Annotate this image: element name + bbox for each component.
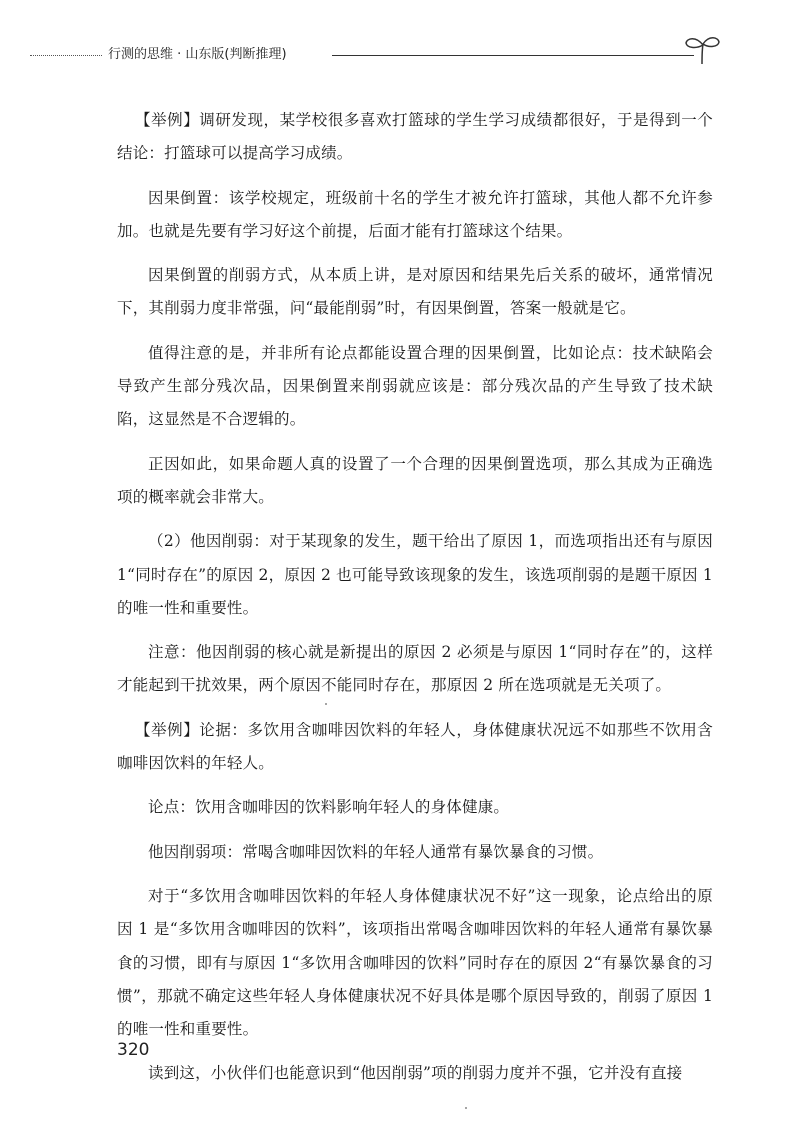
paragraph-note-reasonable: 值得注意的是，并非所有论点都能设置合理的因果倒置，比如论点：技术缺陷会导致产生部分残次品，因果倒置来削弱就应该是：部分残次品的产生导致了技术缺陷，这显然是不合逻辑的。 xyxy=(117,343,713,429)
header-dotted-rule xyxy=(30,55,102,56)
paragraph-weakening-option: 他因削弱项：常喝含咖啡因饮料的年轻人通常有暴饮暴食的习惯。 xyxy=(148,842,604,861)
paragraph-conclusion: 读到这，小伙伴们也能意识到“他因削弱”项的削弱力度并不强，它并没有直接 xyxy=(148,1064,683,1083)
scan-speck xyxy=(325,703,327,705)
page-body xyxy=(117,104,713,1102)
paragraph-example-caffeine: 【举例】论据：多饮用含咖啡因饮料的年轻人，身体健康状况远不如那些不饮用含咖啡因饮料的年轻人。 xyxy=(117,720,713,773)
paragraph-causal-reversal-method: 因果倒置的削弱方式，从本质上讲，是对原因和结果先后关系的破坏，通常情况下，其削弱力度非常强，问“最能削弱”时，有因果倒置，答案一般就是它。 xyxy=(117,266,713,318)
paragraph-other-cause: （2）他因削弱：对于某现象的发生，题干给出了原因 1，而选项指出还有与原因 1“同时存在”的原因 2，原因 2 也可能导致该现象的发生，该选项削弱的是题干原因 1 的唯一性和重要性。 xyxy=(117,532,713,617)
scan-speck xyxy=(465,1107,467,1109)
paragraph-causal-reversal-example: 因果倒置：该学校规定，班级前十名的学生才被允许打篮球，其他人都不允许参加。也就是先要有学习好这个前提，后面才能有打篮球这个结果。 xyxy=(117,188,713,240)
sprout-icon xyxy=(682,32,722,66)
paragraph-attention: 注意：他因削弱的核心就是新提出的原因 2 必须是与原因 1“同时存在”的，这样才能起到干扰效果，两个原因不能同时存在，那原因 2 所在选项就是无关项了。 xyxy=(117,643,713,695)
paragraph-analysis: 对于“多饮用含咖啡因饮料的年轻人身体健康状况不好”这一现象，论点给出的原因 1 是“多饮用含咖啡因的饮料”，该项指出常喝含咖啡因饮料的年轻人通常有暴饮暴食的习惯，即有与原因 1“多饮用含咖啡因的饮料”同时存在的原因 2“有暴饮暴食的习惯”，那就不确定这些年轻人身体健康状况不好具体是哪个原因导致的，削弱了原因 1 的唯一性和重要性。 xyxy=(117,886,713,1039)
paragraph-argument: 论点：饮用含咖啡因的饮料影响年轻人的身体健康。 xyxy=(148,798,510,817)
paragraph-example-basketball: 【举例】调研发现，某学校很多喜欢打篮球的学生学习成绩都很好，于是得到一个结论：打篮球可以提高学习成绩。 xyxy=(117,111,713,163)
header-title: 行测的思维 · 山东版(判断推理) xyxy=(108,47,287,62)
running-header xyxy=(0,40,800,70)
page-number: 320 xyxy=(117,1040,150,1060)
header-solid-rule xyxy=(332,55,694,56)
paragraph-probability: 正因如此，如果命题人真的设置了一个合理的因果倒置选项，那么其成为正确选项的概率就会非常大。 xyxy=(117,454,713,506)
